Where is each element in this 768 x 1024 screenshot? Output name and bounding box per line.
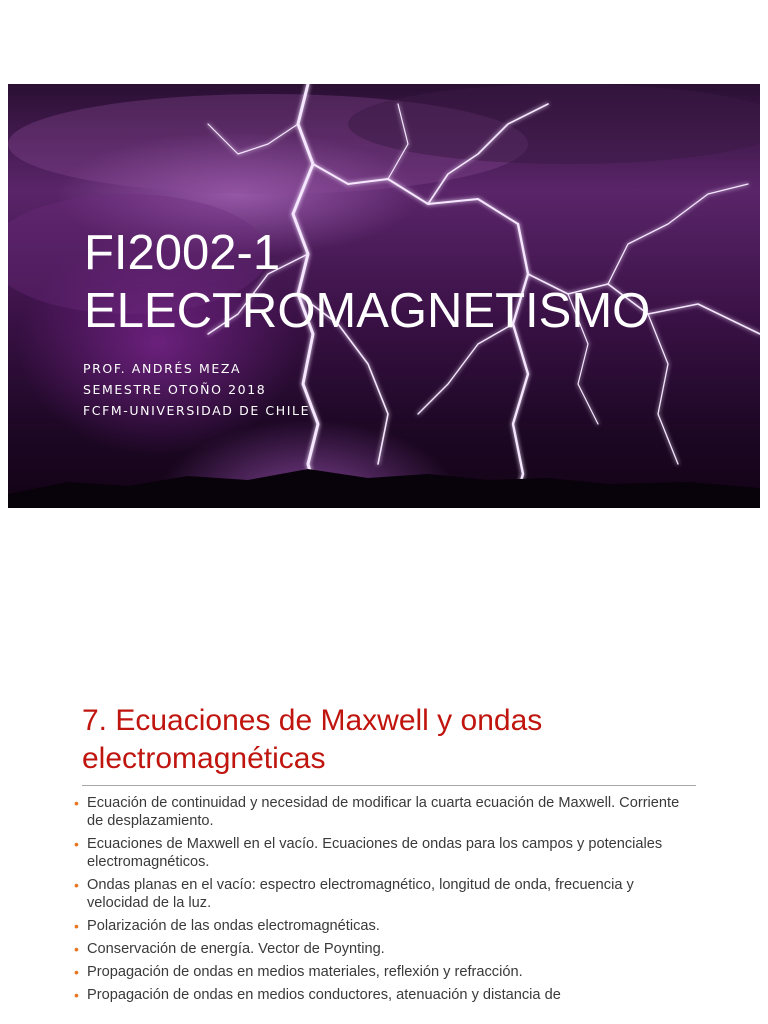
list-item: • Propagación de ondas en medios conductores, atenuación y distancia de [74, 987, 561, 1003]
section-title: 7. Ecuaciones de Maxwell y ondas electromagnéticas [82, 704, 543, 775]
list-item: • Propagación de ondas en medios materiales, reflexión y refracción. [74, 964, 523, 980]
bullet-icon: • [74, 987, 79, 1003]
bullet-icon: • [74, 795, 79, 811]
slide-subtitle [83, 358, 310, 421]
bullet-icon: • [74, 964, 79, 980]
list-item: • Conservación de energía. Vector de Poynting. [74, 941, 385, 957]
list-item: • Ondas planas en el vacío: espectro electromagnético, longitud de onda, frecuencia y velocidad de la luz. [74, 877, 634, 911]
course-code: FI2002-1 [84, 226, 281, 280]
title-divider [82, 785, 696, 786]
course-name: ELECTROMAGNETISMO [84, 284, 651, 338]
list-item: • Polarización de las ondas electromagnéticas. [74, 918, 380, 934]
bullet-icon: • [74, 836, 79, 852]
slide-title [84, 224, 650, 340]
bullet-icon: • [74, 941, 79, 957]
semester: SEMESTRE OTOÑO 2018 [83, 382, 267, 397]
bullet-icon: • [74, 918, 79, 934]
list-item: • Ecuación de continuidad y necesidad de modificar la cuarta ecuación de Maxwell. Corriente de desplazamiento. [74, 795, 680, 829]
list-item: • Ecuaciones de Maxwell en el vacío. Ecuaciones de ondas para los campos y potenciales electromagnéticos. [74, 836, 663, 870]
topic-list [74, 794, 694, 1009]
professor-name: PROF. ANDRÉS MEZA [83, 361, 242, 376]
title-slide [8, 84, 760, 508]
bullet-icon: • [74, 877, 79, 893]
institution: FCFM-UNIVERSIDAD DE CHILE [83, 403, 311, 418]
